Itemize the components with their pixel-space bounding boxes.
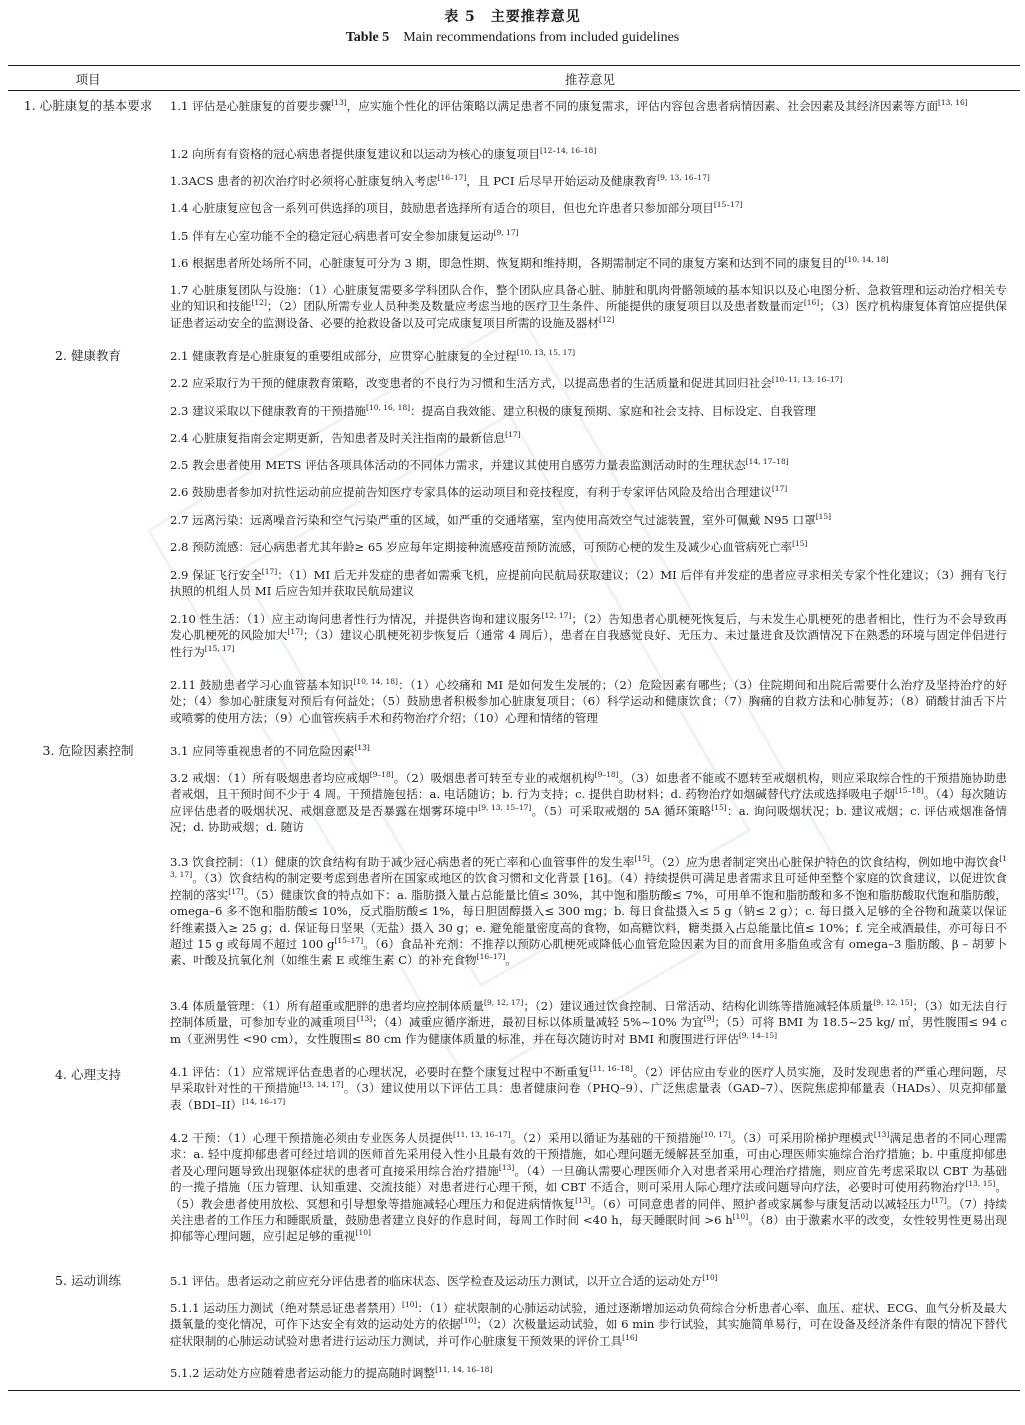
table-title-en: Main recommendations from included guidelines xyxy=(403,30,680,45)
recommendation-2-5: 2.5 教会患者使用 METS 评估各项具体活动的不同体力需求，并建议其使用自感劳力量表监测活动时的生理状态[14, 17–18] xyxy=(170,457,789,472)
column-header-recommendation: 推荐意见 xyxy=(564,72,615,87)
recommendation-2-4: 2.4 心脏康复指南会定期更新，告知患者及时关注指南的最新信息[17] xyxy=(170,430,521,445)
recommendation-2-10: 2.10 性生活：（1）应主动询问患者性行为情况，并提供咨询和建议服务[12, 17]；（2）告知患者心肌梗死恢复后，与未发生心肌梗死的患者相比，性行为不会导致再发心肌梗死的风险加大[17]；（3）建议心肌梗死初步恢复后（通常 4 周后），患者在自我感觉良好、无压力、未过量进食及饮酒情况下在熟悉的环境与固定伴侣进行性行为[15, 17] xyxy=(170,611,1007,659)
section-label: 1. 心脏康复的基本要求 xyxy=(23,98,153,113)
recommendation-1-3: 1.3ACS 患者的初次治疗时必须将心脏康复纳入考虑[16–17]，且 PCI 后尽早开始运动及健康教育[9, 13, 16–17] xyxy=(170,173,710,188)
recommendation-1-4: 1.4 心脏康复应包含一系列可供选择的项目，鼓励患者选择所有适合的项目，但也允许患者只参加部分项目[15–17] xyxy=(170,200,743,215)
recommendation-3-2: 3.2 戒烟：（1）所有吸烟患者均应戒烟[9–18]。（2）吸烟患者可转至专业的戒烟机构[9–18]。（3）如患者不能或不愿转至戒烟机构，则应采取综合性的干预措施协助患者戒烟，且干预时间不少于 4 周。干预措施包括：a. 电话随访；b. 行为支持；c. 提供自助材料；d. 药物治疗如烟碱替代疗法或选择吸电子烟[15–18]。（4）每次随访应评估患者的吸烟状况、戒烟意愿及是否暴露在烟雾环境中[9, 13, 15–17]。（5）可采取戒烟的 5A 循环策略[15]：a. 询问吸烟状况；b. 建议戒烟；c. 评估戒烟准备情况；d. 协助戒烟；d. 随访 xyxy=(170,770,1008,835)
column-header-item: 项目 xyxy=(75,72,101,87)
table-header-rule xyxy=(8,90,1020,91)
recommendation-3-1: 3.1 应同等重视患者的不同危险因素[13] xyxy=(170,743,370,758)
recommendation-2-3: 2.3 建议采取以下健康教育的干预措施[10, 16, 18]：提高自我效能、建立积极的康复预期、家庭和社会支持、目标设定、自我管理 xyxy=(170,403,816,418)
recommendation-5-1: 5.1 评估。患者运动之前应充分评估患者的临床状态、医学检查及运动压力测试，以开立合适的运动处方[10] xyxy=(170,1273,718,1288)
section-label: 3. 危险因素控制 xyxy=(42,743,134,758)
section-label: 5. 运动训练 xyxy=(55,1273,121,1288)
table-bottom-rule xyxy=(8,1390,1020,1391)
recommendation-3-3: 3.3 饮食控制：（1）健康的饮食结构有助于减少冠心病患者的死亡率和心血管事件的发生率[15]。（2）应为患者制定突出心脏保护特色的饮食结构，例如地中海饮食[13, 17]。（3）饮食结构的制定要考虑到患者所在国家或地区的饮食习惯和文化背景 [16]。（4）持续提供可满足患者需求且可延伸至整个家庭的饮食建议，以促进饮食控制的落实[17]。（5）健康饮食的特点如下：a. 脂肪摄入量占总能量比值≤ 30%，其中饱和脂肪酸≤ 7%，可用单不饱和脂肪酸和多不饱和脂肪酸取代饱和脂肪酸，omega–6 多不饱和脂肪酸≤ 10%，反式脂肪酸≤ 1%，每日胆固醇摄入≤ 300 mg；b. 每日食盐摄入≤ 5 g（钠≤ 2 g）；c. 每日摄入足够的全谷物和蔬菜以保证纤维素摄入≥ 25 g；d. 保证每日坚果（无盐）摄入 30 g；e. 避免能量密度高的食物，如高糖饮料，糖类摄入占总能量比值≤ 10%；f. 完全戒酒最佳，亦可每日不超过 15 g 或每周不超过 100 g[15–17]。（6）食品补充剂：不推荐以预防心肌梗死或降低心血管危险因素为目的而食用多脂鱼或含有 omega–3 脂肪酸、β – 胡萝卜素、叶酸及抗氧化剂（如维生素 E 或维生素 C）的补充食物[16–17]。 xyxy=(170,854,1008,968)
recommendation-5-1-2: 5.1.2 运动处方应随着患者运动能力的提高随时调整[11, 14, 16–18] xyxy=(170,1365,493,1380)
recommendation-4-2: 4.2 干预：（1）心理干预措施必须由专业医务人员提供[11, 13, 16–17]。（2）采用以循证为基础的干预措施[10, 17]。（3）可采用阶梯护理模式[13]满足患者的不同心理需求：a. 轻中度抑郁患者可经过培训的医师首先采用侵入性小且最有效的干预措施，如心理问题无缓解甚至加重，可由心理医师实施综合治疗措施；b. 中重度抑郁患者及心理问题导致出现躯体症状的患者可直接采用综合治疗措施[13]。（4）一旦确认需要心理医师介入对患者采用心理治疗措施，则应首先考虑采取以 CBT 为基础的一揽子措施（压力管理、认知重建、交流技能）对患者进行心理干预，如 CBT 不适合，则可采用人际心理疗法或问题导向疗法，必要时可使用药物治疗[13, 15]。（5）教会患者使用放松、冥想和引导想象等措施减轻心理压力和促进病情恢复[13]。（6）可同意患者的同伴、照护者或家属参与康复活动以减轻压力[17]。（7）持续关注患者的工作压力和睡眠质量，鼓励患者建立良好的作息时间，每周工作时间 <40 h，每天睡眠时间 >6 h[10]。（8）由于激素水平的改变，女性较男性更易出现抑郁等心理问题，应引起足够的重视[10] xyxy=(170,1130,1008,1244)
recommendation-2-11: 2.11 鼓励患者学习心血管基本知识[10, 14, 18]：（1）心绞痛和 MI 是如何发生发展的；（2）危险因素有哪些；（3）住院期间和出院后需要什么治疗及坚持治疗的好处；（4）参加心脏康复对预后有何益处；（5）鼓励患者积极参加心脏康复项目；（6）科学运动和健康饮食；（7）胸痛的自救方法和心肺复苏；（8）硝酸甘油舌下片或喷雾的使用方法；（9）心血管疾病手术和药物治疗介绍；（10）心理和情绪的管理 xyxy=(170,677,1007,725)
recommendation-2-8: 2.8 预防流感：冠心病患者尤其年龄≥ 65 岁应每年定期接种流感疫苗预防流感，可预防心梗的发生及减少心血管病死亡率[15] xyxy=(170,539,808,554)
recommendation-1-5: 1.5 伴有左心室功能不全的稳定冠心病患者可安全参加康复运动[9, 17] xyxy=(170,228,519,243)
recommendation-4-1: 4.1 评估：（1）应常规评估查患者的心理状况，必要时在整个康复过程中不断重复[11, 16–18]。（2）评估应由专业的医疗人员实施，及时发现患者的严重心理问题，尽早采取针对性的干预措施[13, 14, 17]。（3）建议使用以下评估工具：患者健康问卷（PHQ–9）、广泛焦虑量表（GAD–7）、医院焦虑抑郁量表（HADs）、贝克抑郁量表（BDI–II）[14, 16–17] xyxy=(170,1064,1007,1112)
recommendation-2-1: 2.1 健康教育是心脏康复的重要组成部分，应贯穿心脏康复的全过程[10, 13, 15, 17] xyxy=(170,348,576,363)
recommendation-3-4: 3.4 体质量管理：（1）所有超重或肥胖的患者均应控制体质量[9, 12, 17]；（2）建议通过饮食控制、日常活动、结构化训练等措施减轻体质量[9, 12, 15]；（3）如无法自行控制体质量，可参加专业的减重项目[13]；（4）减重应循序渐进，最初目标以体质量减轻 5%~10% 为宜[9]；（5）可将 BMI 为 18.5~25 kg/ ㎡，男性腹围≤ 94 cm（亚洲男性 <90 cm），女性腹围≤ 80 cm 作为健康体质量的标准，并在每次随访时对 BMI 和腹围进行评估[9, 14–15] xyxy=(170,998,1008,1046)
section-label: 4. 心理支持 xyxy=(55,1067,121,1082)
table-label-en: Table 5 xyxy=(345,30,390,45)
recommendation-1-2: 1.2 向所有有资格的冠心病患者提供康复建议和以运动为核心的康复项目[12–14, 16–18] xyxy=(170,146,597,161)
table-caption-cn: 表 5 主要推荐意见 xyxy=(444,9,581,25)
recommendation-2-2: 2.2 应采取行为干预的健康教育策略，改变患者的不良行为习惯和生活方式，以提高患者的生活质量和促进其回归社会[10–11, 13, 16–17] xyxy=(170,375,843,390)
recommendation-5-1-1: 5.1.1 运动压力测试（绝对禁忌证患者禁用）[10]：（1）症状限制的心肺运动试验，通过逐渐增加运动负荷综合分析患者心率、血压、症状、ECG、血气分析及最大摄氧量的变化情况，可作下达安全有效的运动处方的依据[10]；（2）次极量运动试验，如 6 min 步行试验，其实施简单易行，可在设备及经济条件有限的情况下替代症状限制的心肺运动试验对患者进行运动压力测试，并可作心脏康复干预效果的评价工具[16] xyxy=(170,1300,1008,1348)
recommendation-2-9: 2.9 保证飞行安全[17]：（1）MI 后无并发症的患者如需乘飞机，应提前向民航局获取建议；（2）MI 后伴有并发症的患者应寻求相关专家个性化建议；（3）拥有飞行执照的机组人员 MI 后应告知并获取民航局建议 xyxy=(170,567,1007,599)
table-top-rule xyxy=(8,65,1020,66)
recommendation-1-6: 1.6 根据患者所处场所不同，心脏康复可分为 3 期，即急性期、恢复期和维持期，各期需制定不同的康复方案和达到不同的康复目的[10, 14, 18] xyxy=(170,255,889,270)
recommendation-2-6: 2.6 鼓励患者参加对抗性运动前应提前告知医疗专家具体的运动项目和竞技程度，有利于专家评估风险及给出合理建议[17] xyxy=(170,484,788,499)
section-label: 2. 健康教育 xyxy=(55,348,121,363)
recommendation-2-7: 2.7 远离污染：远离噪音污染和空气污染严重的区域，如严重的交通堵塞，室内使用高效空气过滤装置，室外可佩戴 N95 口罩[15] xyxy=(170,512,832,527)
recommendation-1-7: 1.7 心脏康复团队与设施：（1）心脏康复需要多学科团队合作，整个团队应具备心脏、肺脏和肌肉骨骼领域的基本知识以及心电图分析、急救管理和运动治疗相关专业的知识和技能[12]；（2）团队所需专业人员种类及数量应考虑当地的医疗卫生条件、所能提供的康复项目以及患者数量而定[16]；（3）医疗机构康复体育馆应提供保证患者运动安全的监测设备、必要的抢救设备以及可完成康复项目所需的设施及器材[12] xyxy=(170,283,1007,330)
recommendation-1-1: 1.1 评估是心脏康复的首要步骤[13]，应实施个性化的评估策略以满足患者不同的康复需求，评估内容包含患者病情因素、社会因素及其经济因素等方面[13, 16] xyxy=(170,98,968,113)
table-caption-en xyxy=(0,26,1025,46)
